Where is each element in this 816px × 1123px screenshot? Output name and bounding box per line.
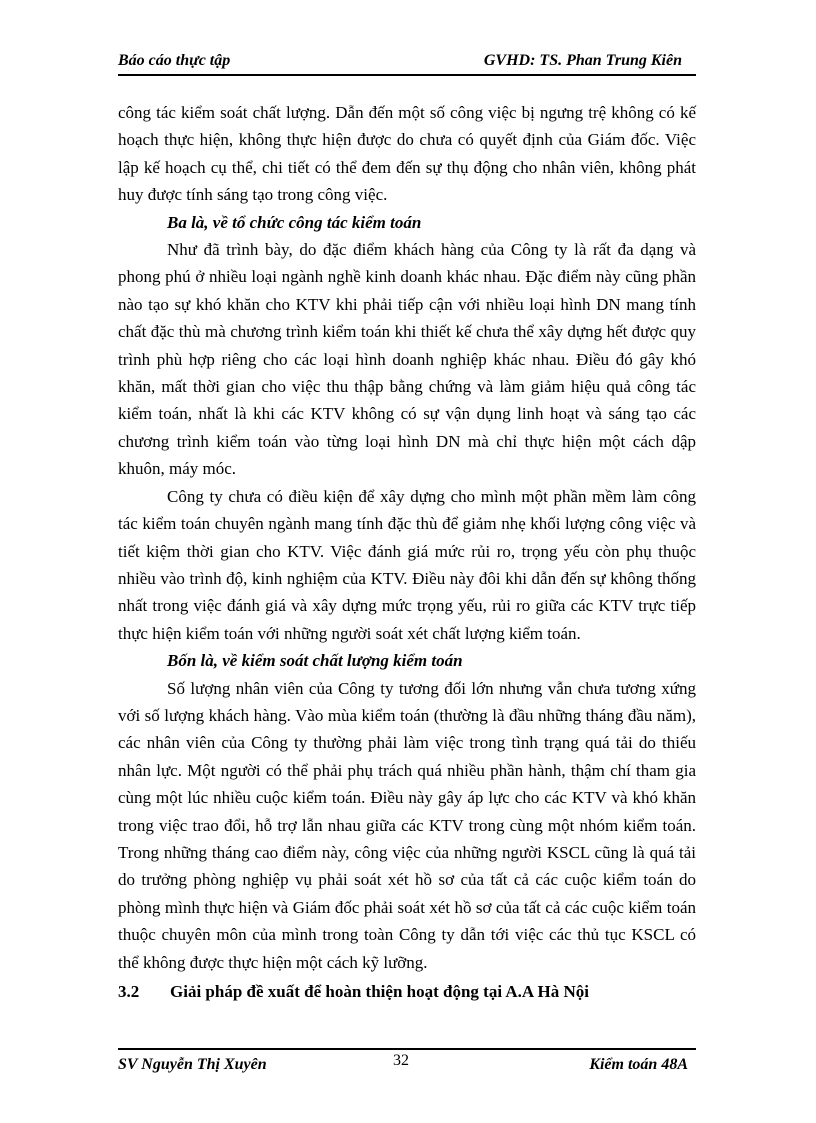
paragraph-audit-software: Công ty chưa có điều kiện để xây dựng cho mình một phần mềm làm công tác kiểm toán chuyên ngành mang tính đặc thù để giảm nhẹ khối lượng công việc và tiết kiệm thời gian cho KTV. Việc đánh giá mức rủi ro, trọng yếu còn phụ thuộc nhiều vào trình độ, kinh nghiệm của KTV. Điều này đôi khi dẫn đến sự không thống nhất trong việc đánh giá và xây dựng mức trọng yếu, rủi ro giữa các KTV trực tiếp thực hiện kiểm toán với những người soát xét chất lượng kiểm toán. (118, 486, 696, 643)
section-heading (118, 978, 696, 1005)
paragraph-continuation: công tác kiểm soát chất lượng. Dẫn đến một số công việc bị ngưng trệ không có kế hoạch thực hiện, không thực hiện được do chưa có quyết định của Giám đốc. Việc lập kế hoạch cụ thể, chi tiết có thể đem đến sự thụ động cho nhân viên, không phát huy được tính sáng tạo trong công việc. (118, 103, 696, 205)
page-footer (118, 1048, 696, 1076)
footer-student-name: SV Nguyễn Thị Xuyên (118, 1056, 267, 1073)
section-number: 3.2 (118, 982, 140, 1001)
page-body (118, 99, 696, 1005)
header-supervisor: GVHD: TS. Phan Trung Kiên (483, 52, 682, 69)
header-report-title: Báo cáo thực tập (118, 52, 231, 69)
footer-class: Kiểm toán 48A (589, 1056, 688, 1073)
section-title: Giải pháp đề xuất để hoàn thiện hoạt động tại A.A Hà Nội (170, 982, 589, 1001)
paragraph-audit-organization: Như đã trình bày, do đặc điểm khách hàng của Công ty là rất đa dạng và phong phú ở nhiều loại ngành nghề kinh doanh khác nhau. Đặc điểm này cũng phần nào tạo sự khó khăn cho KTV khi phải tiếp cận với nhiều loại hình DN mang tính chất đặc thù mà chương trình kiểm toán khi thiết kế chưa thể xây dựng hết được quy trình phù hợp riêng cho các loại hình doanh nghiệp khác nhau. Điều đó gây khó khăn, mất thời gian cho việc thu thập bằng chứng và làm giảm hiệu quả công tác kiểm toán, nhất là khi các KTV không có sự vận dụng linh hoạt và sáng tạo các chương trình kiểm toán vào từng loại hình DN mà chỉ thực hiện một cách dập khuôn, máy móc. (118, 240, 696, 479)
page-number: 32 (393, 1052, 409, 1069)
subheading-quality-control: Bốn là, về kiểm soát chất lượng kiểm toán (167, 651, 463, 671)
subheading-audit-organization: Ba là, về tổ chức công tác kiểm toán (167, 212, 422, 232)
paragraph-quality-control: Số lượng nhân viên của Công ty tương đối lớn nhưng vẫn chưa tương xứng với số lượng khách hàng. Vào mùa kiểm toán (thường là đầu những tháng đầu năm), các nhân viên của Công ty thường phải làm việc trong tình trạng quá tải do thiếu nhân lực. Một người có thể phải phụ trách quá nhiều phần hành, thậm chí tham gia cùng một lúc nhiều cuộc kiểm toán. Điều này gây áp lực cho các KTV và khó khăn trong việc trao đổi, hỗ trợ lẫn nhau giữa các KTV trong cùng một nhóm kiểm toán. Trong những tháng cao điểm này, công việc của những người KSCL cũng là quá tải do trưởng phòng nghiệp vụ phải soát xét hồ sơ của tất cả các cuộc kiểm toán do phòng mình thực hiện và Giám đốc phải soát xét hồ sơ của tất cả các cuộc kiểm toán thuộc chuyên môn của mình trong toàn Công ty dẫn tới việc các thủ tục KSCL có thể không được thực hiện một cách kỹ lưỡng. (118, 678, 696, 972)
page-header (118, 50, 696, 76)
